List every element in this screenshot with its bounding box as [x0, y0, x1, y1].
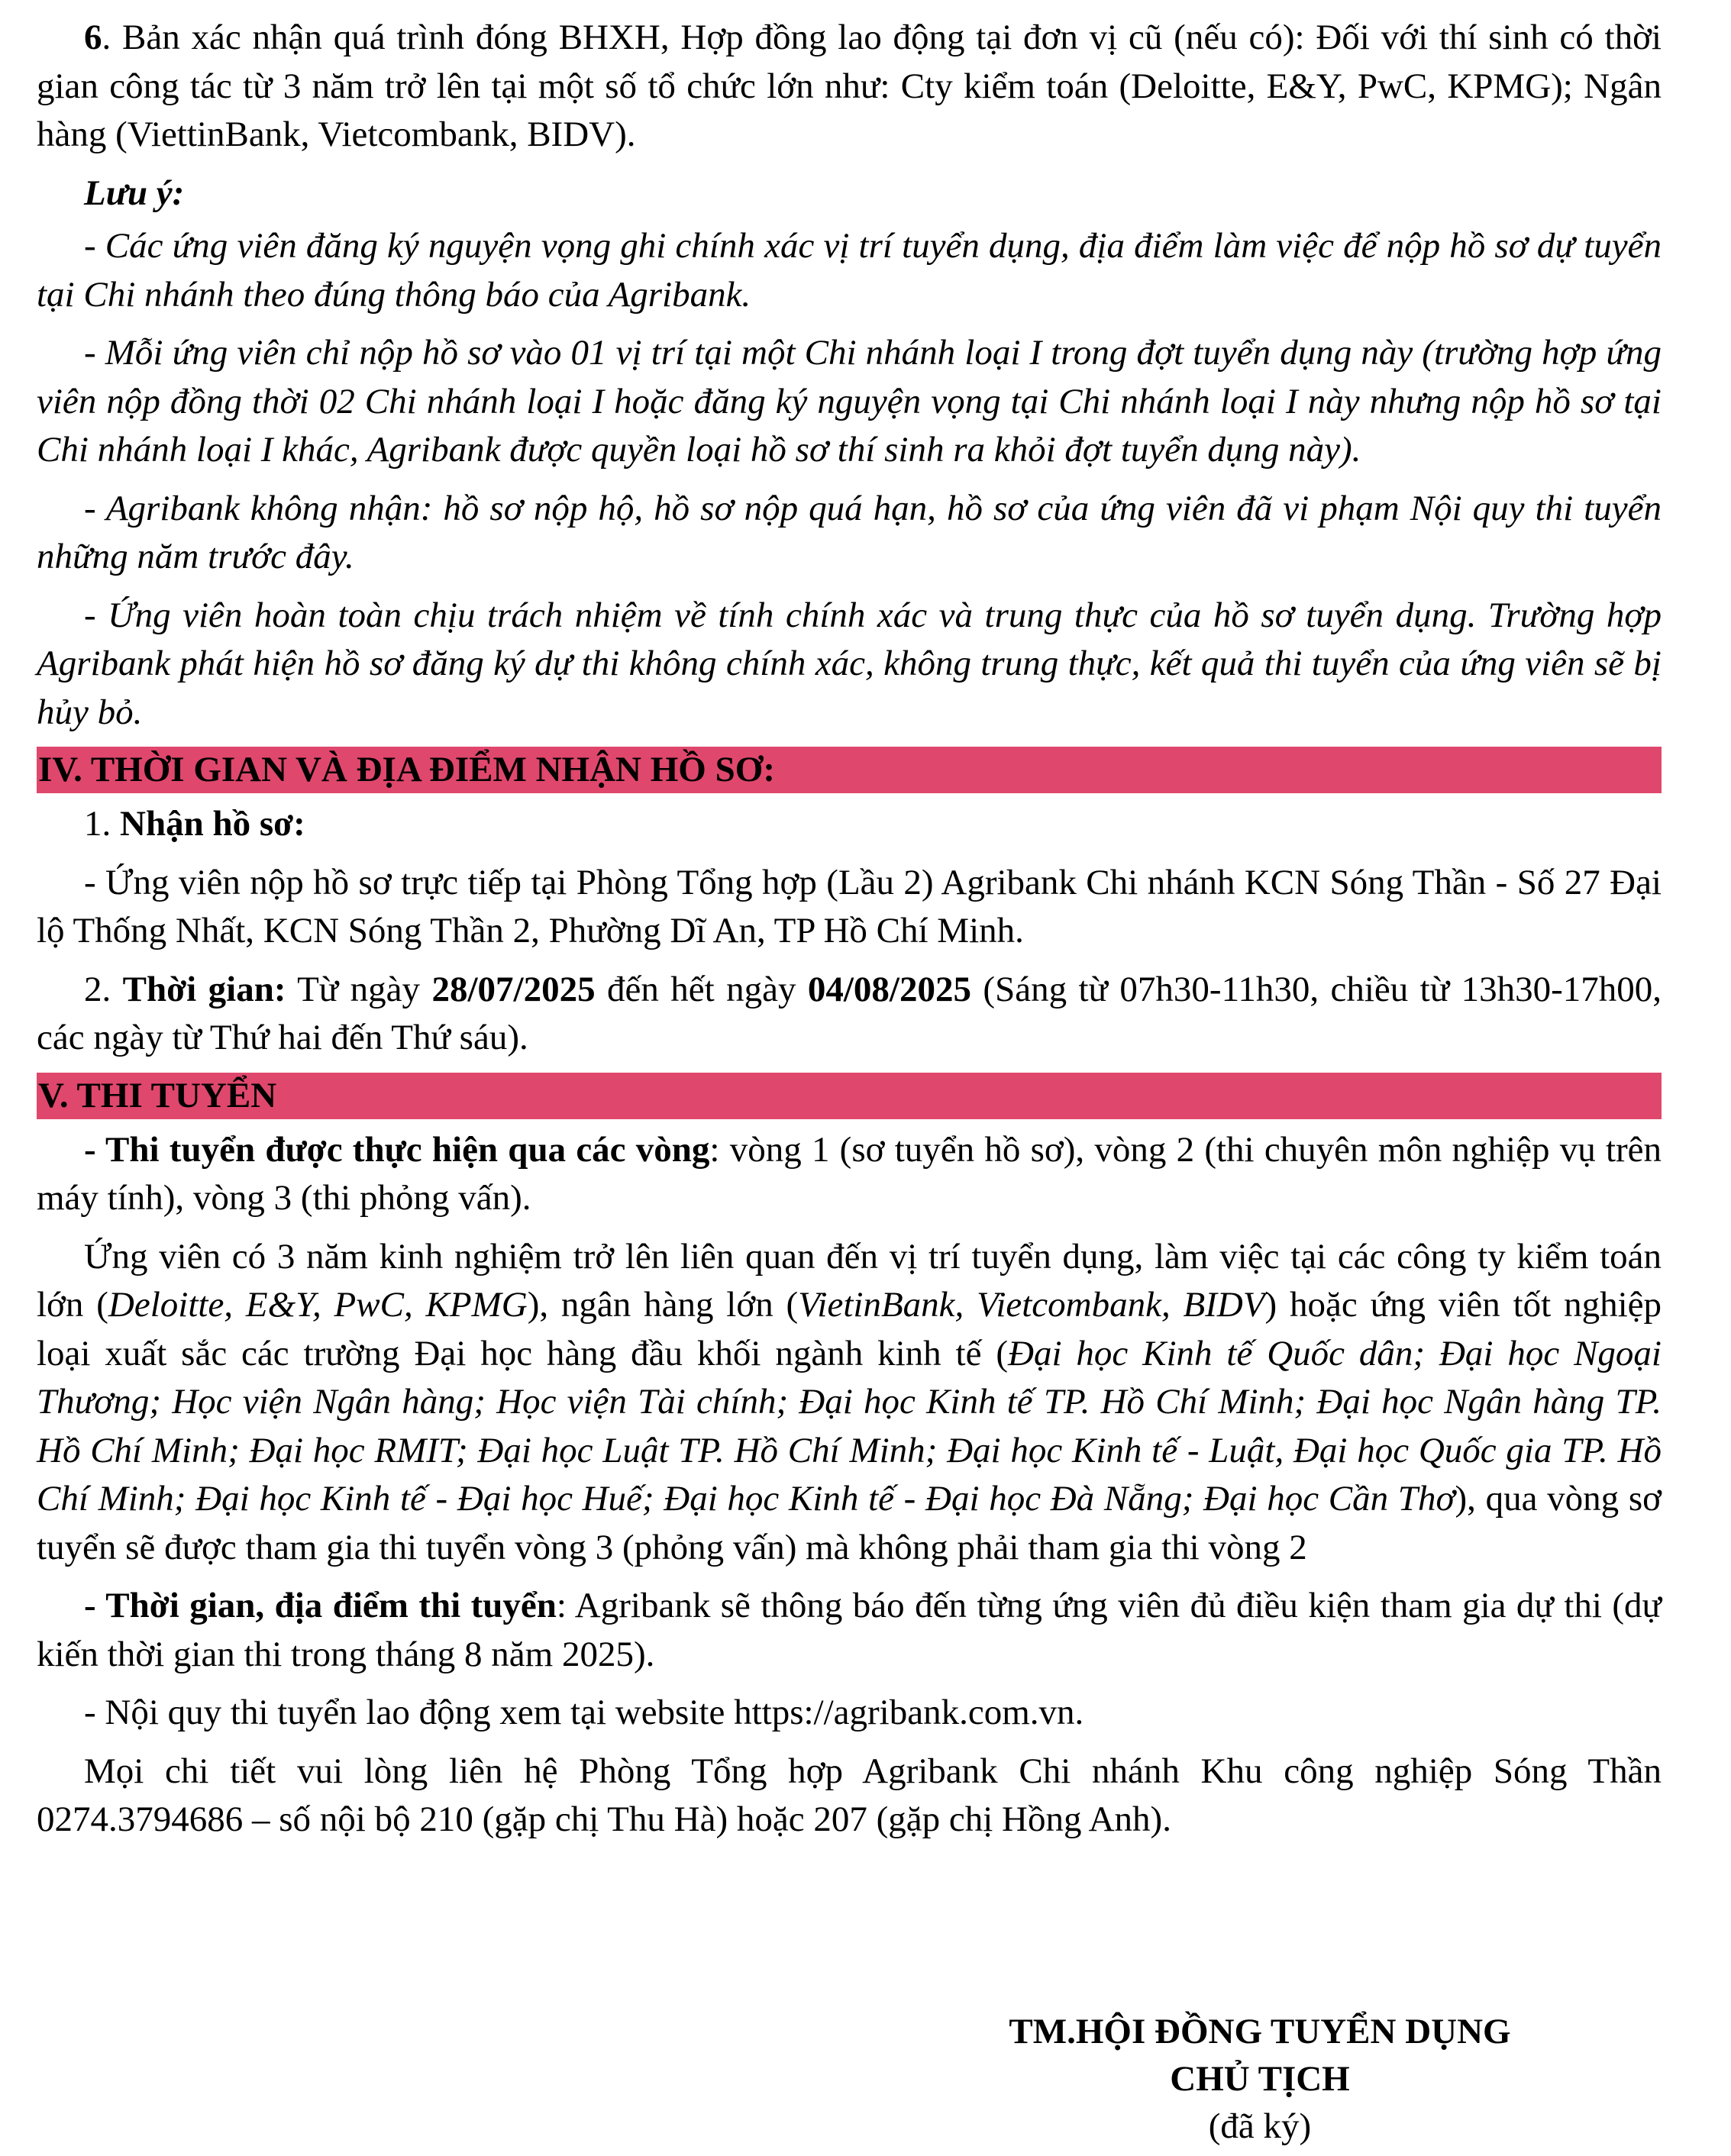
- rounds-lead: - Thi tuyển được thực hiện qua các vòng: [84, 1129, 710, 1170]
- text-fragment: ) hoặc ứng viên tốt nghiệp loại xuất sắc các trường Đại học hàng đầu khối ngành kinh tế (: [37, 1285, 1662, 1373]
- date-from: 28/07/2025: [431, 969, 596, 1009]
- signature-title: TM.HỘI ĐỒNG TUYỂN DỤNG: [1009, 2012, 1511, 2051]
- item-number: 1.: [84, 804, 120, 844]
- text-fragment: Ứng viên có 3 năm kinh nghiệm trở lên liên quan đến vị trí tuyển dụng, làm việc tại các công ty kiểm toán lớn (: [37, 1236, 1662, 1325]
- signature-block: [855, 2008, 1665, 2150]
- exam-rules: [37, 1689, 1662, 1738]
- text-fragment: ), ngân hàng lớn (: [527, 1285, 799, 1325]
- item-title: Nhận hồ sơ:: [120, 804, 305, 844]
- text-fragment: đến hết ngày: [595, 969, 808, 1009]
- signature-role: CHỦ TỊCH: [1170, 2059, 1350, 2099]
- text-fragment: ), qua vòng sơ tuyển sẽ được tham gia thi tuyển vòng 3 (phỏng vấn) mà không phải tham gia thi vòng 2: [37, 1479, 1662, 1567]
- note-item: - Các ứng viên đăng ký nguyện vọng ghi chính xác vị trí tuyển dụng, địa điểm làm việc để nộp hồ sơ dự tuyển tại Chi nhánh theo đúng thông báo của Agribank.: [37, 226, 1662, 315]
- audit-firms: Deloitte, E&Y, PwC, KPMG: [108, 1285, 528, 1325]
- text-fragment: (Sáng từ 07h30-11h30, chiều từ 13h30-17h00, các ngày từ Thứ hai đến Thứ sáu).: [37, 969, 1662, 1057]
- item-number: 2.: [84, 969, 123, 1009]
- item-number: 6: [84, 18, 102, 57]
- date-to: 04/08/2025: [807, 969, 971, 1009]
- note-item: - Ứng viên hoàn toàn chịu trách nhiệm về tính chính xác và trung thực của hồ sơ tuyển dụng. Trường hợp Agribank phát hiện hồ sơ đăng ký dự thi không chính xác, không trung thực, kết quả thi tuyển của ứng viên sẽ bị hủy bỏ.: [37, 595, 1662, 732]
- section-heading-iv: IV. THỜI GIAN VÀ ĐỊA ĐIỂM NHẬN HỒ SƠ:: [37, 747, 1662, 793]
- document-page: [37, 14, 1662, 1854]
- note-title: Lưu ý:: [84, 173, 185, 213]
- receive-time-text: [37, 966, 1662, 1063]
- time-text: : Agribank sẽ thông báo đến từng ứng viên đủ điều kiện tham gia dự thi (dự kiến thời gian thi trong tháng 8 năm 2025).: [37, 1586, 1662, 1674]
- universities: Đại học Kinh tế Quốc dân; Đại học Ngoại Thương; Học viện Ngân hàng; Học viện Tài chính; Đại học Kinh tế TP. Hồ Chí Minh; Đại học Ngân hàng TP. Hồ Chí Minh; Đại học RMIT; Đại học Luật TP. Hồ Chí Minh; Đại học Kinh tế - Luật, Đại học Quốc gia TP. Hồ Chí Minh; Đại học Kinh tế - Đại học Huế; Đại học Kinh tế - Đại học Đà Nẵng; Đại học Cần Thơ: [37, 1333, 1662, 1519]
- receive-docs-text: - Ứng viên nộp hồ sơ trực tiếp tại Phòng Tổng hợp (Lầu 2) Agribank Chi nhánh KCN Sóng Thần - Số 27 Đại lộ Thống Nhất, KCN Sóng Thần 2, Phường Dĩ An, TP Hồ Chí Minh.: [37, 862, 1662, 951]
- note-item: - Mỗi ứng viên chỉ nộp hồ sơ vào 01 vị trí tại một Chi nhánh loại I trong đợt tuyển dụng này (trường hợp ứng viên nộp đồng thời 02 Chi nhánh loại I hoặc đăng ký nguyện vọng tại Chi nhánh loại I này nhưng nộp hồ sơ tại Chi nhánh loại I khác, Agribank được quyền loại hồ sơ thí sinh ra khỏi đợt tuyển dụng này).: [37, 333, 1662, 470]
- experience-exemption: [37, 1233, 1662, 1573]
- website-link[interactable]: https://agribank.com.vn: [734, 1693, 1075, 1732]
- exam-time-place: [37, 1582, 1662, 1679]
- section-heading-v: V. THI TUYỂN: [37, 1073, 1662, 1119]
- text-fragment: - Nội quy thi tuyển lao động xem tại website: [84, 1693, 735, 1732]
- time-lead: - Thời gian, địa điểm thi tuyển: [84, 1586, 557, 1625]
- item-text: . Bản xác nhận quá trình đóng BHXH, Hợp đồng lao động tại đơn vị cũ (nếu có): Đối với thí sinh có thời gian công tác từ 3 năm trở lên tại một số tổ chức lớn như: Cty kiểm toán (Deloitte, E&Y, PwC, KPMG); Ngân hàng (ViettinBank, Vietcombank, BIDV).: [37, 18, 1662, 154]
- exam-rounds: [37, 1126, 1662, 1223]
- banks: VietinBank, Vietcombank, BIDV: [798, 1285, 1265, 1325]
- text-fragment: Từ ngày: [286, 969, 432, 1009]
- item-title: Thời gian:: [122, 969, 286, 1009]
- note-item: - Agribank không nhận: hồ sơ nộp hộ, hồ sơ nộp quá hạn, hồ sơ của ứng viên đã vi phạm Nội quy thi tuyển những năm trước đây.: [37, 488, 1662, 576]
- rounds-text: : vòng 1 (sơ tuyển hồ sơ), vòng 2 (thi chuyên môn nghiệp vụ trên máy tính), vòng 3 (thi phỏng vấn).: [37, 1129, 1662, 1218]
- requirement-item-6: [37, 14, 1662, 160]
- text-fragment: .: [1074, 1693, 1084, 1732]
- receive-docs-title: [37, 800, 1662, 849]
- contact-info: Mọi chi tiết vui lòng liên hệ Phòng Tổng hợp Agribank Chi nhánh Khu công nghiệp Sóng Thần 0274.3794686 – số nội bộ 210 (gặp chị Thu Hà) hoặc 207 (gặp chị Hồng Anh).: [37, 1751, 1662, 1839]
- signature-note: (đã ký): [1208, 2106, 1312, 2146]
